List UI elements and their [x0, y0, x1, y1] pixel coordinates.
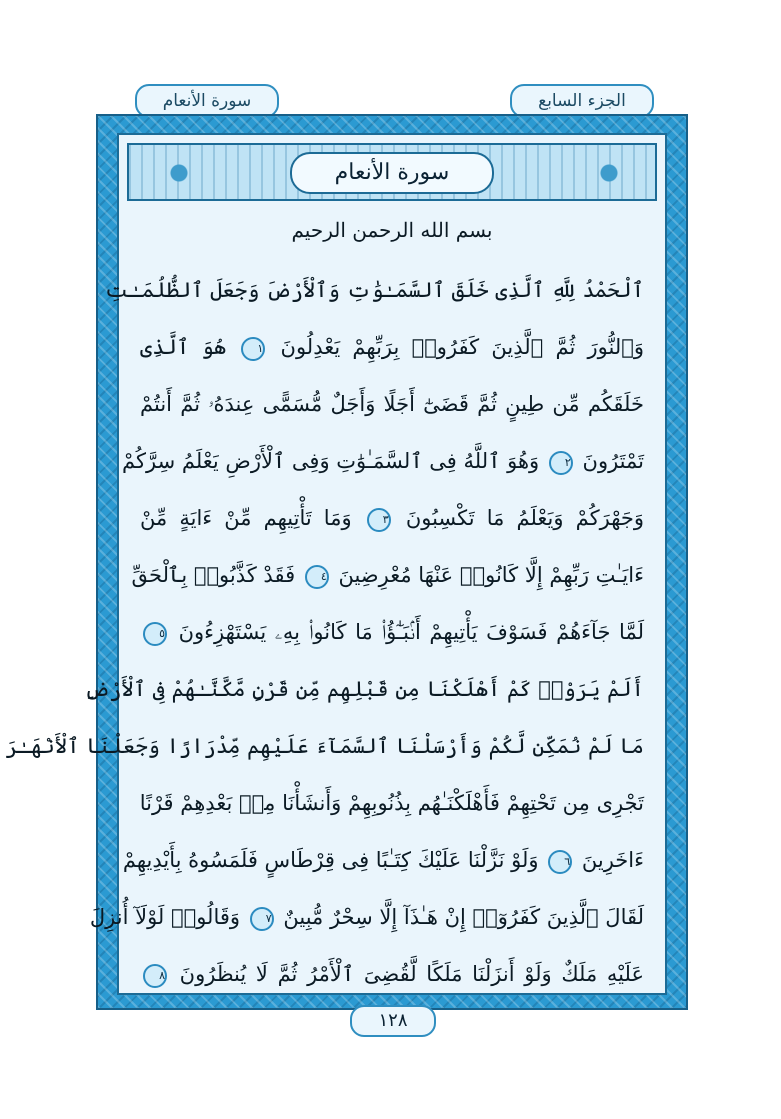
verse-text: عَلَيْهِ مَلَكٌ وَلَوْ أَنزَلْنَا مَلَكًا لَّقُضِىَ ٱلْأَمْرُ ثُمَّ لَا يُنظَرُونَ — [170, 962, 644, 986]
verse-text: وَٱلنُّورَ ثُمَّ ٱلَّذِينَ كَفَرُوا۟ بِرَبِّهِمْ يَعْدِلُونَ — [268, 335, 644, 359]
text-line — [105, 262, 644, 319]
ayah-number-marker: ١ — [241, 337, 265, 361]
verse-text: وَقَالُوا۟ لَوْلَآ أُنزِلَ — [89, 905, 247, 929]
text-line — [5, 718, 644, 775]
verse-text: تَمْتَرُونَ — [575, 449, 644, 473]
verse-text: ٱلْحَمْدُ لِلَّهِ ٱلَّذِى خَلَقَ ٱلسَّمَـٰوَٰتِ وَٱلْأَرْضَ وَجَعَلَ ٱلظُّلُمَـٰتِ — [105, 278, 644, 302]
verse-text: وَمَا تَأْتِيهِم مِّنْ ءَايَةٍ مِّنْ — [140, 506, 364, 530]
text-line — [122, 832, 644, 889]
ayah-number-marker: ٦ — [548, 850, 572, 874]
text-line — [122, 433, 644, 490]
text-line — [89, 889, 644, 946]
ayah-number-marker: ٢ — [549, 451, 573, 475]
text-line — [140, 319, 644, 376]
ayah-number-marker: ٥ — [143, 622, 167, 646]
text-line — [140, 604, 644, 661]
verse-text: فَقَدْ كَذَّبُوا۟ بِٱلْحَقِّ — [131, 563, 302, 587]
verse-text: وَهُوَ ٱللَّهُ فِى ٱلسَّمَـٰوَٰتِ وَفِى ٱلْأَرْضِ يَعْلَمُ سِرَّكُمْ — [122, 449, 546, 473]
ayah-number-marker: ٣ — [367, 508, 391, 532]
text-line — [84, 661, 644, 718]
text-line — [131, 547, 644, 604]
verse-text: تَجْرِى مِن تَحْتِهِمْ فَأَهْلَكْنَـٰهُم بِذُنُوبِهِمْ وَأَنشَأْنَا مِنۢ بَعْدِهِمْ قَرْنًا — [139, 791, 644, 815]
quran-text — [5, 262, 645, 1003]
text-line — [140, 946, 644, 1003]
ayah-number-marker: ٧ — [250, 907, 274, 931]
verse-text: لَمَّا جَآءَهُمْ فَسَوْفَ يَأْتِيهِمْ أَنۢبَـٰٓؤُا۟ مَا كَانُوا۟ بِهِۦ يَسْتَهْزِءُونَ — [170, 620, 644, 644]
page-number: ١٢٨ — [350, 1005, 436, 1037]
verse-text: ءَايَـٰتِ رَبِّهِمْ إِلَّا كَانُوا۟ عَنْهَا مُعْرِضِينَ — [331, 563, 644, 587]
ayah-number-marker: ٤ — [305, 565, 329, 589]
ayah-number-marker: ٨ — [143, 964, 167, 988]
verse-text: مَا لَمْ نُمَكِّن لَّكُمْ وَأَرْسَلْنَا ٱلسَّمَآءَ عَلَيْهِم مِّدْرَارًا وَجَعَلْنَا ٱلْأَنْهَـٰرَ — [5, 734, 644, 758]
verse-text: وَجَهْرَكُمْ وَيَعْلَمُ مَا تَكْسِبُونَ — [393, 506, 645, 530]
verse-text: خَلَقَكُم مِّن طِينٍ ثُمَّ قَضَىٰٓ أَجَلًا وَأَجَلٌ مُّسَمًّى عِندَهُۥ ثُمَّ أَنتُمْ — [140, 392, 644, 416]
text-line — [140, 376, 644, 433]
verse-text: لَقَالَ ٱلَّذِينَ كَفَرُوٓا۟ إِنْ هَـٰذَآ إِلَّا سِحْرٌ مُّبِينٌ — [276, 905, 644, 929]
verse-text: أَلَمْ يَرَوْا۟ كَمْ أَهْلَكْنَا مِن قَبْلِهِم مِّن قَرْنٍ مَّكَّنَّـٰهُمْ فِى ٱلْأَرْضِ — [84, 677, 644, 701]
juz-header: الجزء السابع — [510, 84, 654, 118]
text-line — [140, 775, 644, 832]
basmala: بسم الله الرحمن الرحيم — [291, 218, 493, 242]
verse-text: هُوَ ٱلَّذِى — [140, 335, 239, 359]
verse-text: ءَاخَرِينَ — [575, 848, 644, 872]
text-line — [140, 490, 644, 547]
surah-name-header: سورة الأنعام — [135, 84, 279, 118]
surah-title: سورة الأنعام — [290, 152, 494, 194]
verse-text: وَلَوْ نَزَّلْنَا عَلَيْكَ كِتَـٰبًا فِى قِرْطَاسٍ فَلَمَسُوهُ بِأَيْدِيهِمْ — [122, 848, 546, 872]
